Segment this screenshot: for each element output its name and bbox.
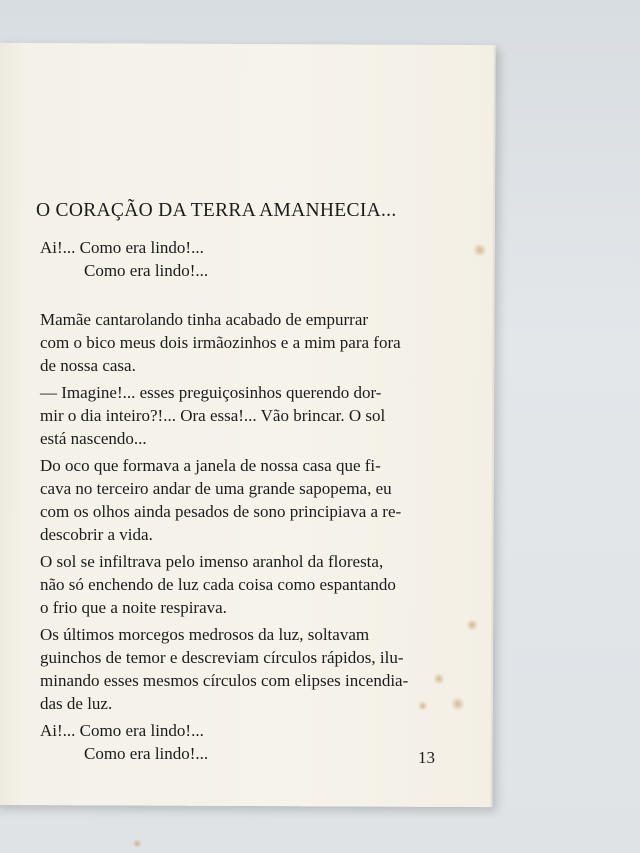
text-line: não só enchendo de luz cada coisa como espantando [40, 575, 396, 594]
text-line: com o bico meus dois irmãozinhos e a mim para fora [40, 333, 401, 352]
text-line: com os olhos ainda pesados de sono principiava a re- [40, 502, 402, 521]
verse-line: Ai!... Como era lindo!... [40, 721, 204, 740]
verse-line: Como era lindo!... [84, 261, 209, 280]
text-line: o frio que a noite respirava. [40, 598, 227, 617]
paragraph [40, 550, 480, 619]
text-line: — Imagine!... esses preguiçosinhos querendo dor- [40, 383, 382, 402]
verse-line: Ai!... Como era lindo!... [40, 238, 204, 257]
text-line: Mamãe cantarolando tinha acabado de empurrar [40, 310, 369, 329]
text-line: de nossa casa. [40, 356, 136, 375]
text-line: Os últimos morcegos medrosos da luz, soltavam [40, 625, 370, 644]
paragraph [40, 308, 480, 377]
text-line: mir o dia inteiro?!... Ora essa!... Vão brincar. O sol [40, 406, 386, 425]
closing-verse [40, 719, 480, 765]
opening-verse [40, 236, 480, 282]
text-line: O sol se infiltrava pelo imenso aranhol da floresta, [40, 552, 384, 571]
page-number: 13 [418, 748, 435, 767]
text-line: minando esses mesmos círculos com elipses incendia- [40, 671, 409, 690]
paragraph [40, 381, 480, 450]
chapter-title: O CORAÇÃO DA TERRA AMANHECIA... [36, 200, 397, 221]
text-line: Do oco que formava a janela de nossa casa que fi- [40, 456, 381, 475]
text-line: das de luz. [40, 694, 113, 713]
paragraph [40, 454, 480, 546]
text-line: descobrir a vida. [40, 525, 153, 544]
text-line: guinchos de temor e descreviam círculos rápidos, ilu- [40, 648, 404, 667]
verse-line: Como era lindo!... [84, 744, 209, 763]
text-line: está nascendo... [40, 429, 147, 448]
paragraph [40, 623, 480, 715]
text-line: cava no terceiro andar de uma grande sapopema, eu [40, 479, 392, 498]
chapter-content [36, 200, 480, 765]
